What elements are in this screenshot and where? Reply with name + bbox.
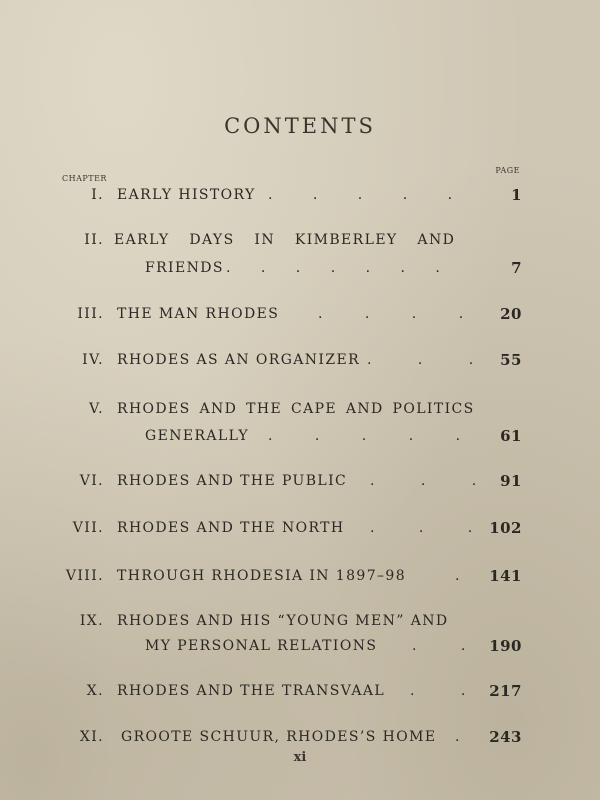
chapter-title: THROUGH RHODESIA IN 1897–98 (117, 568, 407, 584)
page-number: 61 (500, 427, 522, 445)
page-number: 102 (489, 519, 522, 537)
page-folio: xi (293, 750, 307, 765)
chapter-title: GROOTE SCHUUR, RHODES’S HOME (121, 729, 437, 745)
chapter-title: THE MAN RHODES (117, 306, 280, 322)
chapter-number: I. (91, 187, 104, 203)
chapter-number: VII. (72, 520, 104, 536)
chapter-number: XI. (79, 729, 104, 745)
chapter-number: VI. (79, 473, 104, 489)
chapter-number: II. (84, 232, 104, 248)
chapter-title: RHODES AND THE PUBLIC (117, 473, 348, 489)
chapter-number: X. (86, 683, 104, 699)
dot-leader: . . . . . . . (226, 260, 440, 276)
chapter-title-continued: FRIENDS (145, 260, 224, 276)
chapter-title-continued: GENERALLY (145, 428, 250, 444)
page-number: 141 (489, 567, 522, 585)
chapter-number: V. (89, 401, 104, 417)
chapter-title: RHODES AND HIS “YOUNG MEN” AND (117, 613, 449, 629)
page-number: 217 (489, 682, 522, 700)
page-column-header: PAGE (495, 166, 520, 175)
page-number: 1 (511, 186, 522, 204)
chapter-title-continued: MY PERSONAL RELATIONS (145, 638, 378, 654)
chapter-title: EARLY DAYS IN KIMBERLEY AND (114, 232, 456, 248)
page-number: 243 (489, 728, 522, 746)
dot-leader: . (455, 729, 460, 745)
page-number: 55 (500, 351, 522, 369)
chapter-title: RHODES AND THE CAPE AND POLITICS (117, 401, 475, 417)
chapter-title: RHODES AND THE TRANSVAAL (117, 683, 386, 699)
page-title: CONTENTS (224, 114, 376, 138)
dot-leader: . . . . (318, 306, 464, 322)
chapter-column-header: CHAPTER (62, 174, 107, 183)
chapter-number: VIII. (65, 568, 104, 584)
page-number: 20 (500, 305, 522, 323)
dot-leader: . (455, 568, 460, 584)
chapter-number: III. (77, 306, 104, 322)
page-number: 91 (500, 472, 522, 490)
chapter-number: IV. (82, 352, 104, 368)
chapter-title: RHODES AND THE NORTH (117, 520, 345, 536)
dot-leader: . . . . . (268, 187, 453, 203)
chapter-title: EARLY HISTORY (117, 187, 256, 203)
dot-leader: . . . (367, 352, 474, 368)
dot-leader: . . (412, 638, 466, 654)
chapter-title: RHODES AS AN ORGANIZER (117, 352, 361, 368)
dot-leader: . . . (370, 473, 477, 489)
dot-leader: . . (410, 683, 466, 699)
chapter-number: IX. (79, 613, 104, 629)
dot-leader: . . . . . (268, 428, 461, 444)
dot-leader: . . . (370, 520, 473, 536)
page-number: 190 (489, 637, 522, 655)
page-number: 7 (511, 259, 522, 277)
